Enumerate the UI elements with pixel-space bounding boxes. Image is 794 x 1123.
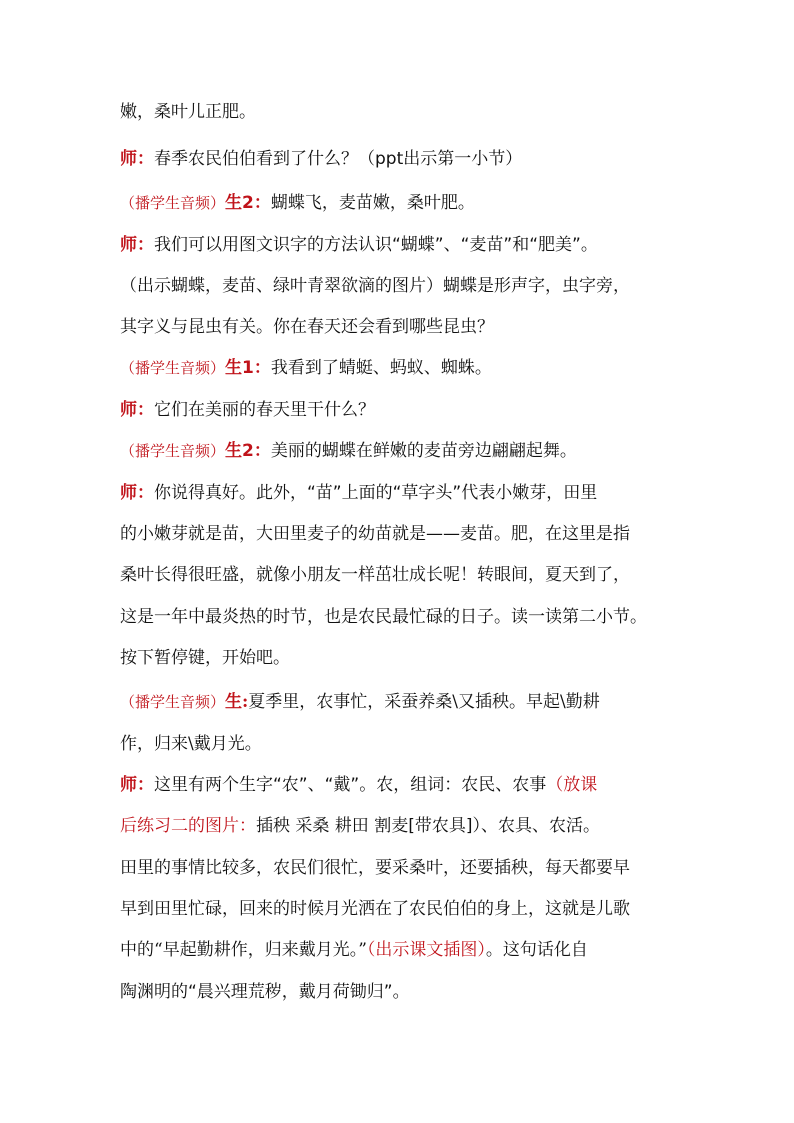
text-line [120,439,577,463]
text-line [120,563,630,587]
text-line [120,773,597,797]
text-line [120,356,492,380]
audio-note: （播学生音频） [120,693,226,711]
line-text: 它们在美丽的春天里干什么？ [154,400,375,420]
line-text: 的小嫩芽就是苗，大田里麦子的幼苗就是——麦苗。肥，在这里是指 [120,524,630,544]
line-text: 你说得真好。此外，“苗”上面的“草字头”代表小嫩芽，田里 [154,483,598,503]
line-text: 其字义与昆虫有关。你在春天还会看到哪些昆虫？ [120,317,494,337]
text-line [120,980,410,1004]
text-line [120,315,494,339]
line-text: 中的“早起勤耕作，归来戴月光。” [120,940,367,960]
text-line [120,191,475,215]
speaker-label: 生: [225,692,249,712]
line-text: 按下暂停键，开始吧。 [120,648,290,668]
text-line [120,897,630,921]
text-line [120,690,600,714]
speaker-label: 生1： [225,358,271,378]
audio-note: （播学生音频） [120,194,226,212]
speaker-label: 师： [120,483,154,503]
line-text: 春季农民伯伯看到了什么？（ppt出示第一小节） [154,149,523,169]
line-text: 早到田里忙碌，回来的时候月光洒在了农民伯伯的身上，这就是儿歌 [120,899,630,919]
text-line [120,274,630,298]
text-line [120,398,375,422]
line-text: 桑叶长得很旺盛，就像小朋友一样茁壮成长呢！转眼间，夏天到了， [120,565,630,585]
line-text: 嫩，桑叶儿正肥。 [120,102,256,122]
text-line [120,856,630,880]
speaker-label: 师： [120,775,154,795]
line-text: 这里有两个生字“农”、“戴”。农，组词：农民、农事 [154,775,547,795]
text-line [120,814,600,838]
line-text: 夏季里，农事忙，采蚕养桑\又插秧。早起\勤耕 [248,692,600,712]
line-text: 。这句话化自 [485,940,588,960]
line-text: 插秧 采桑 耕田 割麦[带农具]）、农具、农活。 [256,816,600,836]
instruction-note: （放课 [546,775,598,795]
text-line [120,100,256,124]
text-line [120,481,597,505]
speaker-label: 生2： [225,441,271,461]
text-line [120,605,647,629]
instruction-note: 后练习二的图片： [120,816,256,836]
text-line [120,646,290,670]
text-line [120,233,598,257]
line-text: 我看到了蜻蜓、蚂蚁、蜘蛛。 [270,358,492,378]
speaker-label: 师： [120,400,154,420]
audio-note: （播学生音频） [120,442,226,460]
speaker-label: 师： [120,235,154,255]
line-text: （出示蝴蝶，麦苗、绿叶青翠欲滴的图片）蝴蝶是形声字，虫字旁， [120,276,630,296]
audio-note: （播学生音频） [120,359,226,377]
line-text: 美丽的蝴蝶在鲜嫩的麦苗旁边翩翩起舞。 [270,441,577,461]
line-text: 田里的事情比较多，农民们很忙，要采桑叶，还要插秧，每天都要早 [120,858,630,878]
line-text: 我们可以用图文识字的方法认识“蝴蝶”、“麦苗”和“肥美”。 [154,235,598,255]
line-text: 作，归来\戴月光。 [120,734,262,754]
line-text: 陶渊明的“晨兴理荒秽，戴月荷锄归”。 [120,982,410,1002]
text-line [120,732,262,756]
speaker-label: 师： [120,149,154,169]
line-text: 蝴蝶飞，麦苗嫩，桑叶肥。 [270,193,475,213]
speaker-label: 生2： [225,193,271,213]
line-text: 这是一年中最炎热的时节，也是农民最忙碌的日子。读一读第二小节。 [120,607,647,627]
instruction-note: （出示课文插图） [366,940,486,960]
text-line [120,522,630,546]
text-line [120,147,522,171]
text-line [120,938,588,962]
